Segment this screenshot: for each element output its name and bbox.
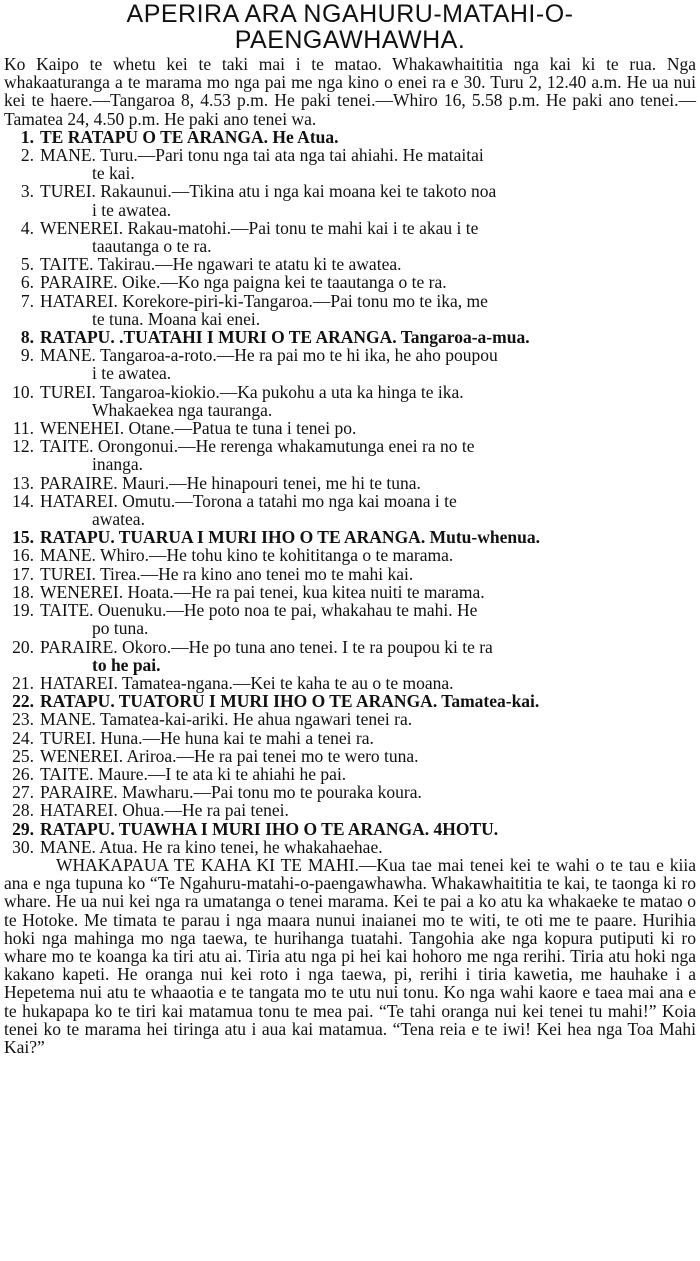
day-text-continuation: to he pai. [92,654,161,675]
almanac-page [0,1,700,1261]
day-text: MANE. Atua. He ra kino tenei, he whakahaehae. [40,836,383,857]
day-number: 5. [20,254,34,275]
day-text: HATAREI. Korekore-piri-ki-Tangaroa.—Pai tonu mo te ika, me [40,290,488,311]
day-text-continuation: Whakaekea nga tauranga. [92,399,273,420]
day-text-block [40,692,696,710]
day-entry [4,219,696,255]
day-number: 25. [12,745,34,766]
day-text-block [40,255,696,273]
day-entry [4,437,696,473]
day-text-continuation: awatea. [92,509,145,530]
day-number: 21. [12,672,34,693]
day-entry [4,710,696,728]
day-text-block [40,729,696,747]
day-entry [4,820,696,838]
day-text-block [40,437,696,473]
day-entry [4,783,696,801]
day-number: 2. [20,145,34,166]
day-number: 17. [12,563,34,584]
day-text-block [40,820,696,838]
day-number: 1. [20,126,34,147]
day-number: 20. [12,636,34,657]
day-text-block [40,182,696,218]
day-entry [4,601,696,637]
day-text-continuation: i te awatea. [92,363,172,384]
day-text-block [40,674,696,692]
day-number: 23. [12,709,34,730]
day-number: 29. [12,818,34,839]
day-text: RATAPU. TUAWHA I MURI IHO O TE ARANGA. 4HOTU. [40,818,499,839]
day-number: 8. [20,327,34,348]
day-text-block [40,783,696,801]
day-entry [4,255,696,273]
day-text-block [40,328,696,346]
day-entry [4,328,696,346]
day-text-block [40,273,696,291]
page-title [4,1,696,53]
day-entry [4,765,696,783]
day-entry [4,565,696,583]
day-text: MANE. Tamatea-kai-ariki. He ahua ngawari tenei ra. [40,709,413,730]
day-text: PARAIRE. Mawharu.—Pai tonu mo te pouraka koura. [40,782,422,803]
day-text-block [40,601,696,637]
day-entry [4,546,696,564]
day-text: HATAREI. Ohua.—He ra pai tenei. [40,800,289,821]
day-number: 14. [12,490,34,511]
day-number: 22. [12,691,34,712]
day-text-block [40,383,696,419]
day-text: TE RATAPU O TE ARANGA. He Atua. [40,126,339,147]
day-text-continuation: i te awatea. [92,199,172,220]
day-number: 4. [20,217,34,238]
day-text: MANE. Turu.—Pari tonu nga tai ata nga tai ahiahi. He mataitai [40,145,484,166]
day-text: RATAPU. TUATORU I MURI IHO O TE ARANGA. Tamatea-kai. [40,691,540,712]
day-text: RATAPU. .TUATAHI I MURI O TE ARANGA. Tangaroa-a-mua. [40,327,530,348]
day-entry [4,674,696,692]
day-number: 9. [20,345,34,366]
day-text: TAITE. Maure.—I te ata ki te ahiahi he pai. [40,763,347,784]
day-text-continuation: po tuna. [92,618,149,639]
day-text: PARAIRE. Oike.—Ko nga paigna kei te taautanga o te ra. [40,272,447,293]
day-number: 7. [20,290,34,311]
day-text: PARAIRE. Mauri.—He hinapouri tenei, me hi te tuna. [40,472,421,493]
closing-paragraph: WHAKAPAUA TE KAHA KI TE MAHI.—Kua tae mai tenei kei te wahi o te tau e kiia ana e nga tupuna ko “Te Ngahuru-matahi-o-paengawhawha. Whakawhaititia te kai, te taonga ki ro whare. He ua nui kei nga ra umatanga o tenei marama. Kei te pai a ko atu ka whakaeke te matao o te Hotoke. Me timata te parau i nga maara nunui inaianei mo te witi, te oti me te paare. Hurihia hoki nga mahinga mo nga taewa, te hurihanga tuatahi. Tangohia ake nga kopura putiputi ki ro whare mo te koanga ka tiri atu ai. Tiria atu nga pi hei kai hohoro me nga rerihi. Tiria atu hoki nga kakano kapeti. He oranga nui kei roto i nga taewa, pi, rerihi i tiria kawetia, me hauhake i a Hepetema nui atu te whaaotia e te tangata mo te utu nui tonu. Ko nga wahi kaore e taea mai ana e te hukapapa ko te tiri kai matamua tonu te mea pai. “Te tahi oranga nui kei tenei tu mahi!” Koia tenei ko te marama hei tiringa atu i aua kai matamua. “Tena reia e te iwi! Kei hea nga Toa Mahi Kai?” [4,854,696,1057]
day-text-block [40,710,696,728]
day-number: 3. [20,181,34,202]
day-text: WENEREI. Rakau-matohi.—Pai tonu te mahi kai i te akau i te [40,217,479,238]
day-text-block [40,747,696,765]
day-text: RATAPU. TUARUA I MURI IHO O TE ARANGA. Mutu-whenua. [40,527,540,548]
day-text: PARAIRE. Okoro.—He po tuna ano tenei. I te ra poupou ki te ra [40,636,493,657]
day-entry [4,801,696,819]
day-text-block [40,838,696,856]
day-entry [4,182,696,218]
day-entry [4,292,696,328]
day-text: TUREI. Huna.—He huna kai te mahi a tenei ra. [40,727,374,748]
day-text: TUREI. Tangaroa-kiokio.—Ka pukohu a uta ka hinga te ika. [40,381,464,402]
day-text: TUREI. Tirea.—He ra kino ano tenei mo te mahi kai. [40,563,414,584]
day-text: TAITE. Orongonui.—He rerenga whakamutunga enei ra no te [40,436,475,457]
day-number: 24. [12,727,34,748]
day-entry [4,346,696,382]
day-text-block [40,765,696,783]
day-text: MANE. Whiro.—He tohu kino te kohititanga o te marama. [40,545,454,566]
day-entry [4,692,696,710]
day-entry [4,383,696,419]
day-number: 18. [12,581,34,602]
day-entry [4,492,696,528]
day-text-block [40,292,696,328]
title-line-2: PAENGAWHAWHA. [234,26,466,54]
title-line-1: APERIRA ARA NGAHURU-MATAHI-O- [126,0,574,28]
day-text-continuation: te tuna. Moana kai enei. [92,308,261,329]
day-text: WENEHEI. Otane.—Patua te tuna i tenei po. [40,418,357,439]
intro-paragraph: Ko Kaipo te whetu kei te taki mai i te matao. Whakawhaititia nga kai ki te rua. Nga whakaaturanga a te marama mo nga pai me nga kino o enei ra e 30. Turu 2, 12.40 a.m. He ua nui kei te haere.—Tangaroa 8, 4.53 p.m. He paki tenei.—Whiro 16, 5.58 p.m. He paki ano tenei.—Tamatea 24, 4.50 p.m. He paki ano tenei wa. [4,54,696,129]
day-entry [4,146,696,182]
day-text-block [40,583,696,601]
day-text: HATAREI. Omutu.—Torona a tatahi mo nga kai moana i te [40,490,457,511]
day-number: 13. [12,472,34,493]
day-text: TUREI. Rakaunui.—Tikina atu i nga kai moana kei te takoto noa [40,181,497,202]
day-entry [4,583,696,601]
day-entry [4,638,696,674]
day-entry [4,729,696,747]
day-entry [4,474,696,492]
day-text-block [40,801,696,819]
day-entry [4,419,696,437]
day-text-continuation: taautanga o te ra. [92,236,212,257]
day-text: MANE. Tangaroa-a-roto.—He ra pai mo te hi ika, he aho poupou [40,345,498,366]
day-text-block [40,474,696,492]
day-number: 11. [12,418,34,439]
day-text-block [40,346,696,382]
day-text-block [40,419,696,437]
day-number: 12. [12,436,34,457]
day-number: 15. [12,527,34,548]
day-number: 16. [12,545,34,566]
day-number: 6. [20,272,34,293]
day-number: 19. [12,600,34,621]
day-text: TAITE. Takirau.—He ngawari te atatu ki te awatea. [40,254,402,275]
day-entry [4,128,696,146]
day-list [4,128,696,856]
day-number: 10. [12,381,34,402]
day-entry [4,838,696,856]
day-entry [4,273,696,291]
day-text-continuation: te kai. [92,163,135,184]
day-entry [4,747,696,765]
day-text: TAITE. Ouenuku.—He poto noa te pai, whakahau te mahi. He [40,600,478,621]
day-number: 27. [12,782,34,803]
day-text-block [40,528,696,546]
day-text-block [40,492,696,528]
day-text-block [40,565,696,583]
day-text: WENEREI. Hoata.—He ra pai tenei, kua kitea nuiti te marama. [40,581,485,602]
day-number: 28. [12,800,34,821]
day-entry [4,528,696,546]
day-number: 30. [12,836,34,857]
day-text-block [40,546,696,564]
day-text: HATAREI. Tamatea-ngana.—Kei te kaha te au o te moana. [40,672,454,693]
day-number: 26. [12,763,34,784]
day-text-continuation: inanga. [92,454,144,475]
day-text-block [40,128,696,146]
day-text: WENEREI. Ariroa.—He ra pai tenei mo te wero tuna. [40,745,419,766]
day-text-block [40,146,696,182]
day-text-block [40,219,696,255]
day-text-block [40,638,696,674]
